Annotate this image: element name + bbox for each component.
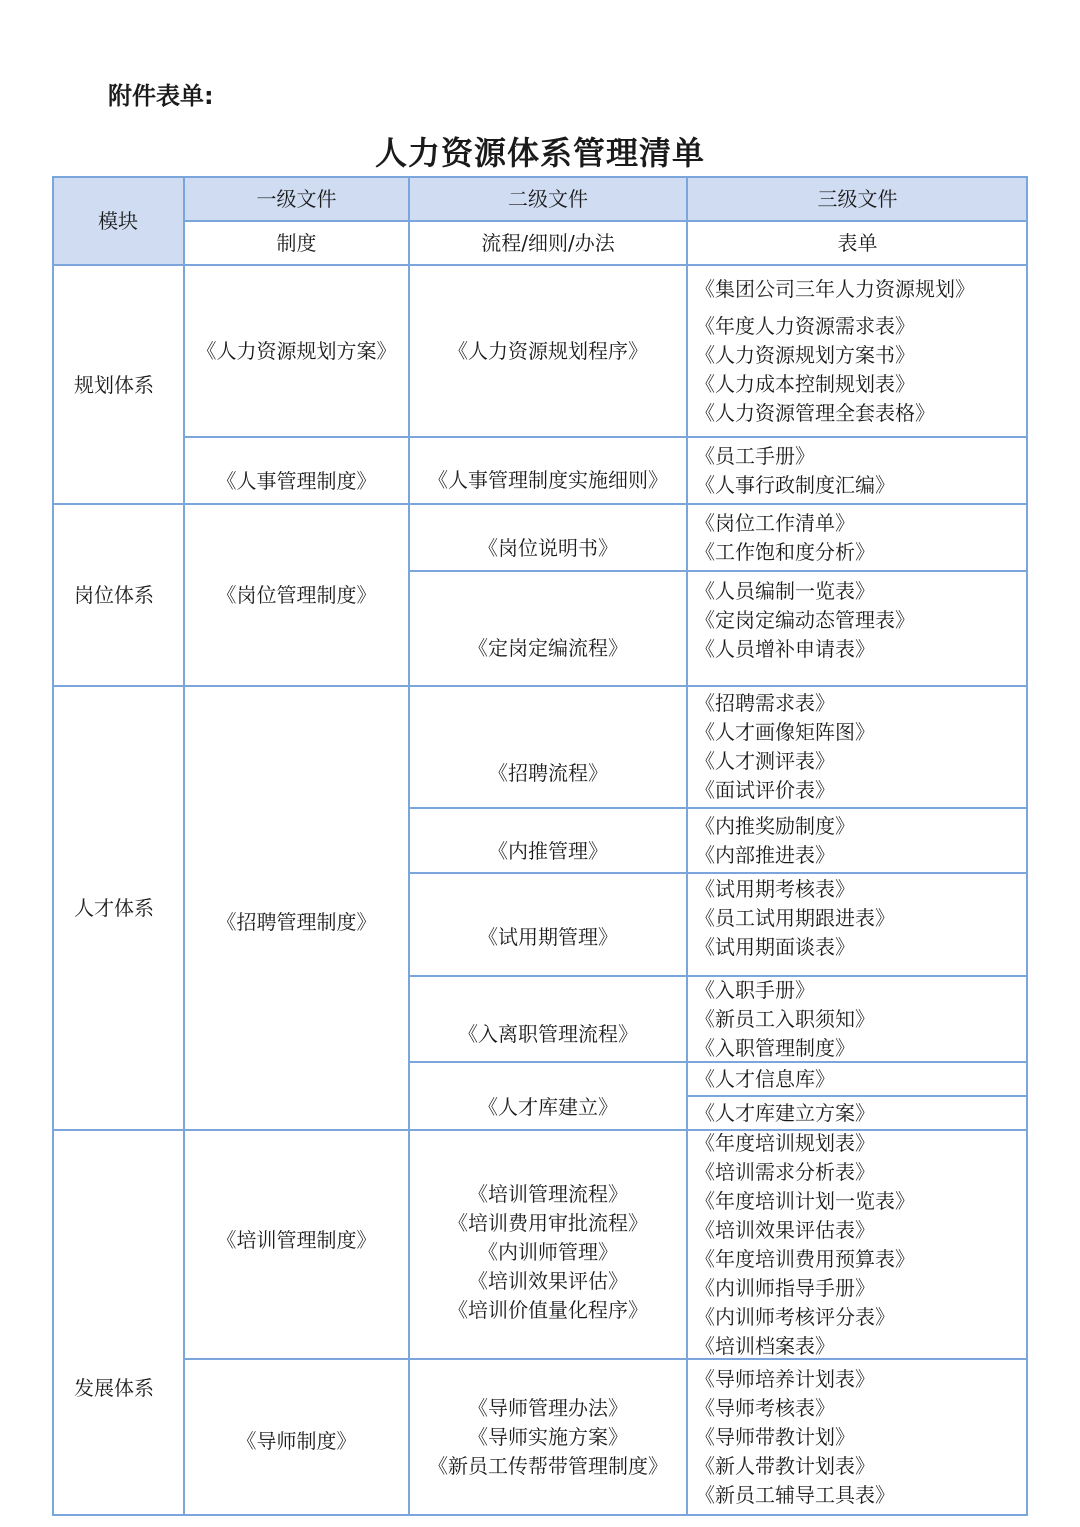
level2-planning [409,265,687,437]
level2-item: 《招聘流程》 [488,760,608,785]
level2-list [448,337,648,366]
form-item: 《员工试用期跟进表》 [695,906,895,930]
header-level2-sub: 流程/细则/办法 [481,231,615,255]
level2-item: 《试用期管理》 [478,925,618,949]
level2-list [488,837,608,866]
level2-item: 《培训管理流程》 [468,1182,628,1206]
level2-item: 《入离职管理流程》 [458,1021,638,1046]
module-position: 岗位体系 [74,583,154,607]
form-item: 《人力资源管理全套表格》 [695,401,935,425]
level2-item: 《导师管理办法》 [468,1396,628,1420]
level2-item: 《内训师管理》 [478,1240,618,1264]
forms-probation [687,873,1028,976]
row-divider [52,264,1028,266]
level2-item: 《培训价值量化程序》 [448,1298,648,1322]
row-divider [52,503,1028,505]
header-level1: 一级文件 [184,176,409,221]
level2-list [468,634,628,663]
level1-recruit: 《招聘管理制度》 [216,910,377,934]
form-item: 《试用期面谈表》 [695,935,855,959]
form-item: 《导师带教计划》 [695,1425,855,1449]
table-border-right [1026,176,1028,1516]
module-planning: 规划体系 [74,372,154,397]
form-item: 《培训档案表》 [695,1333,835,1358]
form-item: 《导师培养计划表》 [695,1367,875,1391]
form-item: 《内部推进表》 [695,842,835,867]
form-item: 《新员工入职须知》 [695,1006,875,1031]
form-item: 《内训师指导手册》 [695,1275,875,1300]
level1-planning: 《人力资源规划方案》 [196,339,397,363]
level2-list [458,1020,638,1049]
table-border-left [52,176,54,1516]
forms-talent-info [687,1062,1028,1096]
level2-list [428,466,668,495]
form-item: 《年度培训费用预算表》 [695,1246,915,1271]
level1-position: 《岗位管理制度》 [216,583,377,607]
form-item: 《培训需求分析表》 [695,1159,875,1184]
forms-onboarding [687,976,1028,1062]
header-divider [184,220,1028,222]
forms-planning [687,265,1028,437]
table-border-bottom [52,1514,1028,1516]
level2-item: 《岗位说明书》 [478,536,618,560]
form-item: 《招聘需求表》 [695,691,835,715]
form-item: 《人才信息库》 [695,1066,835,1091]
form-item: 《面试评价表》 [695,778,835,802]
form-item: 《岗位工作清单》 [695,510,855,535]
row-divider [409,570,1028,572]
level2-item: 《培训效果评估》 [468,1269,628,1293]
form-item: 《新员工辅导工具表》 [695,1483,895,1507]
level2-staffing [409,571,687,686]
level2-training [409,1130,687,1359]
level2-item: 《培训费用审批流程》 [448,1211,648,1235]
forms-job-desc [687,504,1028,571]
header-level1-sub: 制度 [276,231,317,255]
level2-talent-pool [409,1062,687,1130]
forms-training [687,1130,1028,1359]
form-item: 《试用期考核表》 [695,877,855,901]
form-item: 《工作饱和度分析》 [695,539,875,564]
row-divider [52,685,1028,687]
level2-item: 《定岗定编流程》 [468,636,628,660]
table-border-top [52,176,1028,178]
level2-hr [409,437,687,504]
module-talent: 人才体系 [74,896,154,920]
level2-onboarding [409,976,687,1062]
document-title: 人力资源体系管理清单 [374,134,705,172]
level2-item: 《人力资源规划程序》 [448,338,648,363]
form-item: 《人事行政制度汇编》 [695,472,895,497]
form-item: 《入职管理制度》 [695,1035,855,1060]
module-development: 发展体系 [74,1376,154,1400]
column-divider [408,176,410,1516]
form-item: 《入职手册》 [695,977,815,1002]
header-module: 模块 [52,176,184,265]
level2-job-desc [409,504,687,571]
form-item: 《人力资源规划方案书》 [695,343,915,367]
form-item: 《集团公司三年人力资源规划》 [695,277,975,301]
level2-list [478,534,618,563]
forms-referral [687,808,1028,873]
row-divider [409,1061,1028,1063]
form-item: 《年度人力资源需求表》 [695,314,915,338]
form-item: 《定岗定编动态管理表》 [695,608,915,632]
form-item: 《内训师考核评分表》 [695,1304,895,1329]
form-item: 《人员编制一览表》 [695,579,875,603]
level2-recruit-flow [409,686,687,808]
level2-list [428,1394,668,1481]
level2-list [478,923,618,952]
column-divider [686,176,688,1516]
attachment-label: 附件表单: [108,82,214,110]
forms-mentor [687,1359,1028,1516]
level2-probation [409,873,687,976]
form-item: 《员工手册》 [695,443,815,468]
level2-referral [409,808,687,873]
form-item: 《人员增补申请表》 [695,637,875,661]
form-item: 《导师考核表》 [695,1396,835,1420]
row-divider [687,1095,1028,1097]
level2-item: 《人事管理制度实施细则》 [428,468,668,492]
forms-recruit [687,686,1028,808]
form-item: 《年度培训计划一览表》 [695,1188,915,1213]
level2-mentor [409,1359,687,1516]
level2-list [478,1093,618,1122]
form-item: 《人才画像矩阵图》 [695,720,875,744]
form-item: 《人力成本控制规划表》 [695,372,915,396]
forms-staffing [687,571,1028,686]
column-divider [183,176,185,1516]
row-divider [409,872,1028,874]
row-divider [409,807,1028,809]
form-item: 《年度培训规划表》 [695,1130,875,1155]
level1-mentor: 《导师制度》 [236,1428,357,1453]
level2-item: 《人才库建立》 [478,1094,618,1119]
form-item: 《培训效果评估表》 [695,1217,875,1242]
level1-hr: 《人事管理制度》 [216,468,377,493]
level2-item: 《内推管理》 [488,839,608,863]
level2-item: 《新员工传帮带管理制度》 [428,1454,668,1478]
header-level3: 三级文件 [687,176,1028,221]
level2-list [448,1180,648,1325]
form-item: 《人才测评表》 [695,749,835,773]
form-item: 《新人带教计划表》 [695,1454,875,1478]
header-level2: 二级文件 [409,176,687,221]
forms-talent-plan [687,1096,1028,1130]
form-item: 《人才库建立方案》 [695,1100,875,1125]
level1-training: 《培训管理制度》 [216,1227,377,1252]
row-divider [184,1358,1028,1360]
row-divider [52,1129,1028,1131]
row-divider [409,975,1028,977]
form-item: 《内推奖励制度》 [695,813,855,838]
forms-hr [687,437,1028,504]
level2-list [488,759,608,788]
level2-item: 《导师实施方案》 [468,1425,628,1449]
row-divider [184,436,1028,438]
header-level3-sub: 表单 [837,231,878,255]
